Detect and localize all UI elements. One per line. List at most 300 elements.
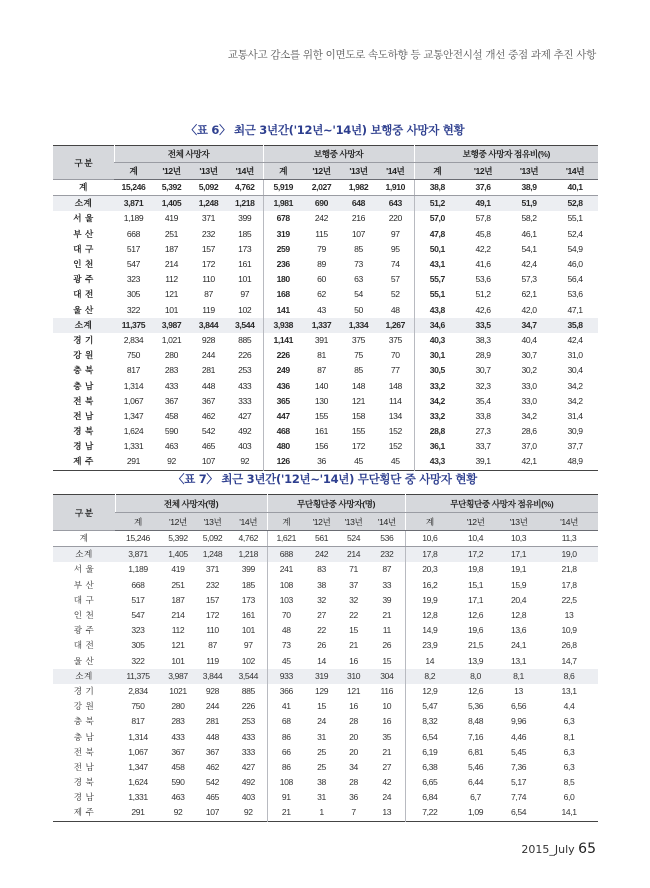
value-cell: 57,0 <box>414 211 460 226</box>
value-cell: 121 <box>351 395 366 406</box>
value-cell: 28,6 <box>521 426 537 437</box>
value-cell: 41 <box>267 699 305 714</box>
value-cell: 468 <box>263 424 303 439</box>
value-cell: 465 <box>205 792 220 803</box>
value-cell: 688 <box>267 547 305 563</box>
value-cell: 126 <box>263 454 303 470</box>
value-cell: 281 <box>205 716 220 727</box>
value-cell: 58,2 <box>521 213 537 224</box>
value-cell: 85 <box>354 365 363 376</box>
value-cell: 15,246 <box>114 180 153 196</box>
value-cell: 51,9 <box>506 196 552 212</box>
value-cell: 102 <box>238 304 252 315</box>
value-cell: 1,067 <box>123 395 144 406</box>
value-cell: 21 <box>382 610 392 621</box>
value-cell: 5,392 <box>161 531 195 547</box>
value-cell: 33,2 <box>414 378 460 393</box>
value-cell: 1,334 <box>340 318 377 333</box>
value-cell: 232 <box>201 228 216 239</box>
value-cell: 23,9 <box>405 638 454 653</box>
group-header: 보행중 사망자 <box>263 146 414 163</box>
value-cell: 5,36 <box>467 701 484 712</box>
value-cell: 134 <box>388 410 402 421</box>
value-cell: 542 <box>201 426 216 437</box>
value-cell: 232 <box>205 579 220 590</box>
value-cell: 419 <box>171 564 185 575</box>
value-cell: 322 <box>131 655 145 666</box>
value-cell: 1,331 <box>123 441 144 452</box>
value-cell: 50,1 <box>414 242 460 257</box>
value-cell: 11,375 <box>115 669 161 684</box>
value-cell: 5,092 <box>195 531 230 547</box>
value-cell: 6,44 <box>467 777 484 788</box>
value-cell: 21 <box>382 746 392 757</box>
value-cell: 42,0 <box>521 304 537 315</box>
value-cell: 436 <box>263 378 303 393</box>
value-cell: 47,1 <box>567 304 583 315</box>
value-cell: 1,267 <box>377 318 414 333</box>
value-cell: 310 <box>338 669 369 684</box>
value-cell: 38,9 <box>506 180 552 196</box>
region-cell: 경 북 <box>73 777 95 788</box>
table-row <box>53 439 598 454</box>
value-cell: 42,4 <box>567 334 583 345</box>
value-cell: 1021 <box>169 685 187 696</box>
value-cell: 16 <box>382 716 392 727</box>
table-row <box>53 211 598 226</box>
region-cell: 서 울 <box>73 564 95 575</box>
value-cell: 399 <box>238 213 252 224</box>
table-row <box>53 699 598 714</box>
value-cell: 322 <box>126 304 141 315</box>
value-cell: 2,834 <box>123 334 144 345</box>
value-cell: 33,2 <box>414 409 460 424</box>
column-subheader: '14년 <box>552 163 598 180</box>
value-cell: 465 <box>201 441 216 452</box>
value-cell: 367 <box>205 746 220 757</box>
value-cell: 180 <box>263 272 303 287</box>
value-cell: 66 <box>267 745 305 760</box>
value-cell: 5,17 <box>510 777 527 788</box>
value-cell: 156 <box>314 441 329 452</box>
value-cell: 3,871 <box>114 196 153 212</box>
value-cell: 34 <box>349 761 358 772</box>
value-cell: 333 <box>241 746 255 757</box>
value-cell: 280 <box>171 701 185 712</box>
value-cell: 57 <box>390 274 400 285</box>
value-cell: 12,8 <box>405 608 454 623</box>
value-cell: 28,8 <box>414 424 460 439</box>
value-cell: 19,8 <box>467 564 484 575</box>
value-cell: 1,347 <box>128 761 148 772</box>
table-row <box>53 623 598 638</box>
value-cell: 33,0 <box>521 395 537 406</box>
value-cell: 1,314 <box>123 380 144 391</box>
value-cell: 251 <box>164 228 179 239</box>
value-cell: 92 <box>167 456 176 467</box>
value-cell: 70 <box>390 350 400 361</box>
table-row <box>53 257 598 272</box>
column-subheader: '12년 <box>153 163 190 180</box>
value-cell: 433 <box>238 380 252 391</box>
table2-caption: 〈표 7〉 최근 3년간('12년~'14년) 무단횡단 중 사망자 현황 <box>173 472 477 486</box>
value-cell: 226 <box>263 348 303 363</box>
value-cell: 102 <box>241 655 255 666</box>
table-row <box>53 714 598 729</box>
column-subheader: '14년 <box>227 163 263 180</box>
value-cell: 56,4 <box>567 274 583 285</box>
column-subheader: 계 <box>405 513 454 531</box>
region-cell: 소계 <box>53 669 115 684</box>
column-subheader: '12년 <box>460 163 506 180</box>
value-cell: 1,09 <box>467 807 484 818</box>
value-cell: 1,021 <box>161 334 182 345</box>
value-cell: 15,9 <box>510 579 527 590</box>
table-row <box>53 272 598 287</box>
column-subheader: 계 <box>263 163 303 180</box>
table1-caption: 〈표 6〉 최근 3년간('12년~'14년) 보행중 사망자 현황 <box>185 123 465 137</box>
value-cell: 32 <box>317 594 326 605</box>
value-cell: 172 <box>351 441 366 452</box>
value-cell: 1,981 <box>263 196 303 212</box>
value-cell: 13,1 <box>510 655 527 666</box>
value-cell: 24 <box>317 716 326 727</box>
value-cell: 121 <box>164 289 179 300</box>
value-cell: 6,54 <box>405 729 454 744</box>
value-cell: 244 <box>205 701 220 712</box>
value-cell: 11 <box>382 625 391 636</box>
value-cell: 3,987 <box>161 669 195 684</box>
table-row <box>53 593 598 608</box>
table-row <box>53 729 598 744</box>
value-cell: 40,1 <box>552 180 598 196</box>
value-cell: 22 <box>317 625 326 636</box>
value-cell: 38 <box>317 579 326 590</box>
value-cell: 30,5 <box>414 363 460 378</box>
value-cell: 35,8 <box>552 318 598 333</box>
value-cell: 11,3 <box>540 531 598 547</box>
value-cell: 333 <box>238 395 252 406</box>
value-cell: 13,1 <box>561 685 577 696</box>
value-cell: 1,218 <box>227 196 263 212</box>
column-subheader: '14년 <box>377 163 414 180</box>
value-cell: 590 <box>171 777 185 788</box>
value-cell: 101 <box>171 655 185 666</box>
value-cell: 21 <box>349 640 358 651</box>
value-cell: 158 <box>351 410 366 421</box>
table-row <box>53 531 598 547</box>
value-cell: 8,32 <box>405 714 454 729</box>
value-cell: 185 <box>238 228 252 239</box>
value-cell: 1,218 <box>230 547 267 563</box>
value-cell: 38 <box>317 777 326 788</box>
page-footer <box>521 841 596 857</box>
region-cell: 광 주 <box>73 274 94 285</box>
value-cell: 115 <box>315 228 328 239</box>
value-cell: 110 <box>202 274 215 285</box>
value-cell: 7,22 <box>405 805 454 821</box>
value-cell: 1,621 <box>267 531 305 547</box>
table-row <box>53 378 598 393</box>
value-cell: 185 <box>241 579 255 590</box>
value-cell: 155 <box>351 426 366 437</box>
table-row <box>53 547 598 563</box>
value-cell: 52,4 <box>567 228 583 239</box>
value-cell: 43 <box>317 304 326 315</box>
value-cell: 13,6 <box>510 625 527 636</box>
value-cell: 7,74 <box>510 792 527 803</box>
value-cell: 690 <box>303 196 340 212</box>
group-header: 보행중 사망자 점유비(%) <box>414 146 598 163</box>
value-cell: 283 <box>164 365 179 376</box>
value-cell: 42,2 <box>475 243 491 254</box>
value-cell: 4,762 <box>227 180 263 196</box>
region-cell: 서 울 <box>73 213 94 224</box>
value-cell: 16 <box>349 701 358 712</box>
value-cell: 71 <box>349 564 358 575</box>
region-cell: 울 산 <box>73 655 95 666</box>
issue-label: 2015_July <box>521 843 575 856</box>
column-subheader: '12년 <box>161 513 195 531</box>
value-cell: 4,762 <box>230 531 267 547</box>
value-cell: 16,2 <box>405 578 454 593</box>
value-cell: 1,405 <box>153 196 190 212</box>
value-cell: 87 <box>382 564 392 575</box>
value-cell: 4,4 <box>563 701 575 712</box>
region-cell: 부 산 <box>73 579 95 590</box>
value-cell: 50 <box>354 304 363 315</box>
value-cell: 6,54 <box>510 807 527 818</box>
value-cell: 54,9 <box>567 243 583 254</box>
value-cell: 214 <box>171 610 185 621</box>
column-subheader: 계 <box>267 513 305 531</box>
value-cell: 6,19 <box>405 745 454 760</box>
value-cell: 12,6 <box>467 610 484 621</box>
value-cell: 399 <box>241 564 255 575</box>
value-cell: 112 <box>171 625 185 636</box>
value-cell: 232 <box>369 547 405 563</box>
value-cell: 492 <box>238 426 252 437</box>
value-cell: 15,1 <box>467 579 484 590</box>
value-cell: 283 <box>171 716 185 727</box>
value-cell: 97 <box>240 289 250 300</box>
column-subheader: '14년 <box>540 513 598 531</box>
table-row <box>53 775 598 790</box>
value-cell: 155 <box>314 410 329 421</box>
value-cell: 15,246 <box>115 531 161 547</box>
value-cell: 319 <box>305 669 338 684</box>
value-cell: 52,8 <box>552 196 598 212</box>
value-cell: 121 <box>171 640 185 651</box>
value-cell: 42,6 <box>475 304 491 315</box>
value-cell: 22 <box>349 610 358 621</box>
column-subheader: '12년 <box>305 513 338 531</box>
table-row <box>53 333 598 348</box>
value-cell: 83 <box>317 564 326 575</box>
table1-body <box>53 180 598 471</box>
table-row <box>53 348 598 363</box>
value-cell: 55,1 <box>414 287 460 302</box>
value-cell: 87 <box>204 289 213 300</box>
value-cell: 34,6 <box>414 318 460 333</box>
value-cell: 458 <box>164 410 179 421</box>
running-header: 교통사고 감소를 위한 이면도로 속도하향 등 교통안전시설 개선 중점 과제 추진 사항 <box>227 49 596 61</box>
value-cell: 43,8 <box>414 303 460 318</box>
value-cell: 367 <box>201 395 216 406</box>
value-cell: 157 <box>205 594 220 605</box>
value-cell: 26 <box>317 640 326 651</box>
value-cell: 1,189 <box>123 213 144 224</box>
value-cell: 97 <box>390 228 400 239</box>
value-cell: 1,624 <box>123 426 144 437</box>
value-cell: 259 <box>263 242 303 257</box>
table1-pedestrian-deaths <box>53 145 598 471</box>
value-cell: 6,7 <box>470 792 481 803</box>
value-cell: 304 <box>369 669 405 684</box>
table-row <box>53 180 598 196</box>
value-cell: 30,1 <box>414 348 460 363</box>
region-cell: 전 북 <box>73 746 95 757</box>
value-cell: 21,8 <box>561 564 577 575</box>
value-cell: 17,8 <box>405 547 454 563</box>
value-cell: 1,910 <box>377 180 414 196</box>
value-cell: 8,48 <box>467 716 484 727</box>
value-cell: 73 <box>267 638 305 653</box>
value-cell: 86 <box>267 760 305 775</box>
value-cell: 750 <box>126 350 141 361</box>
region-cell: 대 구 <box>73 243 94 254</box>
value-cell: 31 <box>317 731 326 742</box>
value-cell: 42,4 <box>521 259 537 270</box>
value-cell: 103 <box>267 593 305 608</box>
value-cell: 39 <box>382 594 392 605</box>
value-cell: 48 <box>390 304 400 315</box>
value-cell: 33,0 <box>521 380 537 391</box>
value-cell: 172 <box>205 610 220 621</box>
region-cell: 충 북 <box>73 716 95 727</box>
value-cell: 6,3 <box>563 746 575 757</box>
value-cell: 116 <box>380 685 394 696</box>
value-cell: 15 <box>349 625 358 636</box>
value-cell: 371 <box>205 564 220 575</box>
value-cell: 6,56 <box>510 701 527 712</box>
region-cell: 울 산 <box>73 304 94 315</box>
value-cell: 1,624 <box>128 777 148 788</box>
value-cell: 427 <box>238 410 252 421</box>
table-row <box>53 608 598 623</box>
region-cell: 소계 <box>53 318 114 333</box>
region-cell: 전 남 <box>73 410 94 421</box>
value-cell: 172 <box>201 259 216 270</box>
group-header: 무단횡단중 사망자 점유비(%) <box>405 495 598 513</box>
value-cell: 249 <box>263 363 303 378</box>
value-cell: 119 <box>206 655 219 666</box>
table-row <box>53 227 598 242</box>
value-cell: 21,5 <box>467 640 484 651</box>
value-cell: 885 <box>238 334 252 345</box>
value-cell: 15 <box>317 701 326 712</box>
value-cell: 107 <box>351 228 366 239</box>
value-cell: 3,844 <box>195 669 230 684</box>
value-cell: 19,1 <box>510 564 527 575</box>
value-cell: 928 <box>205 685 220 696</box>
value-cell: 433 <box>241 731 255 742</box>
value-cell: 38,3 <box>475 334 491 345</box>
value-cell: 226 <box>241 701 255 712</box>
value-cell: 6,3 <box>563 716 575 727</box>
region-cell: 제 주 <box>73 807 95 818</box>
value-cell: 25 <box>317 761 326 772</box>
value-cell: 43,1 <box>414 257 460 272</box>
value-cell: 305 <box>126 289 141 300</box>
value-cell: 8,2 <box>405 669 454 684</box>
value-cell: 47,8 <box>414 227 460 242</box>
value-cell: 30,9 <box>567 426 583 437</box>
value-cell: 253 <box>238 365 252 376</box>
value-cell: 3,871 <box>115 547 161 563</box>
value-cell: 87 <box>208 640 217 651</box>
value-cell: 251 <box>171 579 185 590</box>
value-cell: 28 <box>349 716 358 727</box>
region-cell: 경 기 <box>73 685 95 696</box>
value-cell: 8,1 <box>497 669 540 684</box>
value-cell: 433 <box>171 731 185 742</box>
table-row <box>53 578 598 593</box>
value-cell: 31,0 <box>567 350 583 361</box>
value-cell: 92 <box>243 807 253 818</box>
region-cell: 전 북 <box>73 395 94 406</box>
value-cell: 226 <box>238 350 252 361</box>
value-cell: 45 <box>354 456 363 467</box>
region-cell: 대 전 <box>73 289 94 300</box>
value-cell: 60 <box>317 274 326 285</box>
value-cell: 41,6 <box>475 259 491 270</box>
column-subheader: '13년 <box>338 513 369 531</box>
value-cell: 32,3 <box>475 380 491 391</box>
value-cell: 19,9 <box>405 593 454 608</box>
value-cell: 323 <box>131 625 145 636</box>
value-cell: 161 <box>241 610 255 621</box>
value-cell: 46,1 <box>521 228 537 239</box>
value-cell: 2,834 <box>128 685 148 696</box>
value-cell: 1,314 <box>128 731 148 742</box>
value-cell: 49,1 <box>460 196 506 212</box>
value-cell: 403 <box>238 441 252 452</box>
value-cell: 3,987 <box>153 318 190 333</box>
region-cell: 대 구 <box>73 594 95 605</box>
value-cell: 8,5 <box>563 777 575 788</box>
region-cell: 인 천 <box>73 610 95 621</box>
table2-jaywalking-deaths <box>53 494 598 822</box>
value-cell: 70 <box>267 608 305 623</box>
table-row <box>53 196 598 212</box>
value-cell: 5,47 <box>405 699 454 714</box>
value-cell: 86 <box>267 729 305 744</box>
value-cell: 458 <box>171 761 185 772</box>
value-cell: 1,141 <box>263 333 303 348</box>
value-cell: 547 <box>131 610 145 621</box>
value-cell: 10,4 <box>454 531 497 547</box>
value-cell: 5,919 <box>263 180 303 196</box>
value-cell: 40,4 <box>521 334 537 345</box>
column-subheader: '13년 <box>340 163 377 180</box>
value-cell: 517 <box>131 594 145 605</box>
value-cell: 17,1 <box>497 547 540 563</box>
value-cell: 53,6 <box>475 274 491 285</box>
value-cell: 1 <box>319 807 324 818</box>
value-cell: 375 <box>388 334 402 345</box>
region-cell: 경 남 <box>73 792 95 803</box>
